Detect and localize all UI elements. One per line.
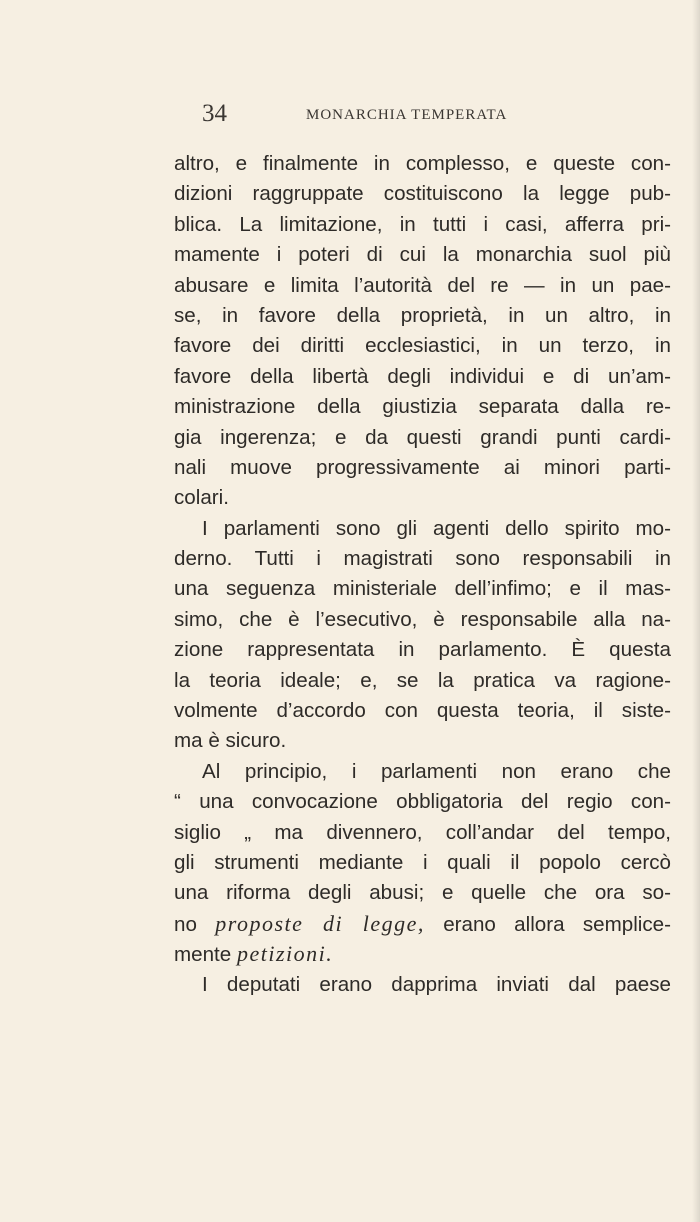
text-line: se, in favore della proprietà, in un altro, in — [174, 303, 671, 327]
text-line: nali muove progressivamente ai minori parti- — [174, 455, 671, 479]
italic-term: proposte di legge, — [215, 910, 425, 936]
text-line: altro, e finalmente in complesso, e queste con- — [174, 152, 671, 175]
text-line: ma è sicuro. — [174, 729, 287, 753]
body-text — [174, 149, 671, 1000]
text-line: gli strumenti mediante i quali il popolo cercò — [174, 850, 671, 874]
text-segment: erano allora semplice- — [424, 912, 671, 936]
paragraph-first-line: Al principio, i parlamenti non erano che — [202, 759, 671, 783]
paragraph-first-line: I deputati erano dapprima inviati dal paese — [202, 972, 671, 996]
text-line: una seguenza ministeriale dell’infimo; e il mas- — [174, 577, 671, 601]
page-header — [0, 100, 700, 134]
text-segment: mente — [174, 943, 237, 967]
text-line: derno. Tutti i magistrati sono responsabili in — [174, 547, 671, 571]
text-line: una riforma degli abusi; e quelle che ora so- — [174, 881, 671, 905]
text-line: abusare e limita l’autorità del re — in un pae- — [174, 273, 671, 297]
text-line: blica. La limitazione, in tutti i casi, afferra pri- — [174, 212, 671, 236]
text-line: volmente d’accordo con questa teoria, il siste- — [174, 699, 671, 723]
text-line: favore della libertà degli individui e di un’am- — [174, 364, 671, 388]
text-line: mamente i poteri di cui la monarchia suol più — [174, 243, 671, 267]
paragraph-first-line: I parlamenti sono gli agenti dello spirito mo- — [202, 516, 671, 540]
text-line: simo, che è l’esecutivo, è responsabile alla na- — [174, 607, 671, 631]
text-line: zione rappresentata in parlamento. È questa — [174, 638, 671, 662]
text-line: dizioni raggruppate costituiscono la legge pub- — [174, 182, 671, 206]
running-title: MONARCHIA TEMPERATA — [306, 107, 508, 123]
page-number: 34 — [202, 100, 227, 127]
text-segment: no — [174, 912, 216, 936]
text-line: la teoria ideale; e, se la pratica va ragione- — [174, 668, 671, 692]
text-line-with-italic — [174, 939, 671, 969]
text-line: favore dei diritti ecclesiastici, in un terzo, in — [174, 334, 671, 358]
text-line: gia ingerenza; e da questi grandi punti cardi- — [174, 425, 671, 449]
text-line-with-italic — [174, 909, 671, 939]
text-line: “ una convocazione obbligatoria del regio con- — [174, 790, 671, 814]
text-line: ministrazione della giustizia separata dalla re- — [174, 395, 671, 419]
text-line: siglio „ ma divennero, coll’andar del tempo, — [174, 820, 671, 844]
text-line: colari. — [174, 486, 229, 510]
italic-term: petizioni. — [236, 941, 334, 967]
page-edge-shadow — [692, 0, 700, 1222]
